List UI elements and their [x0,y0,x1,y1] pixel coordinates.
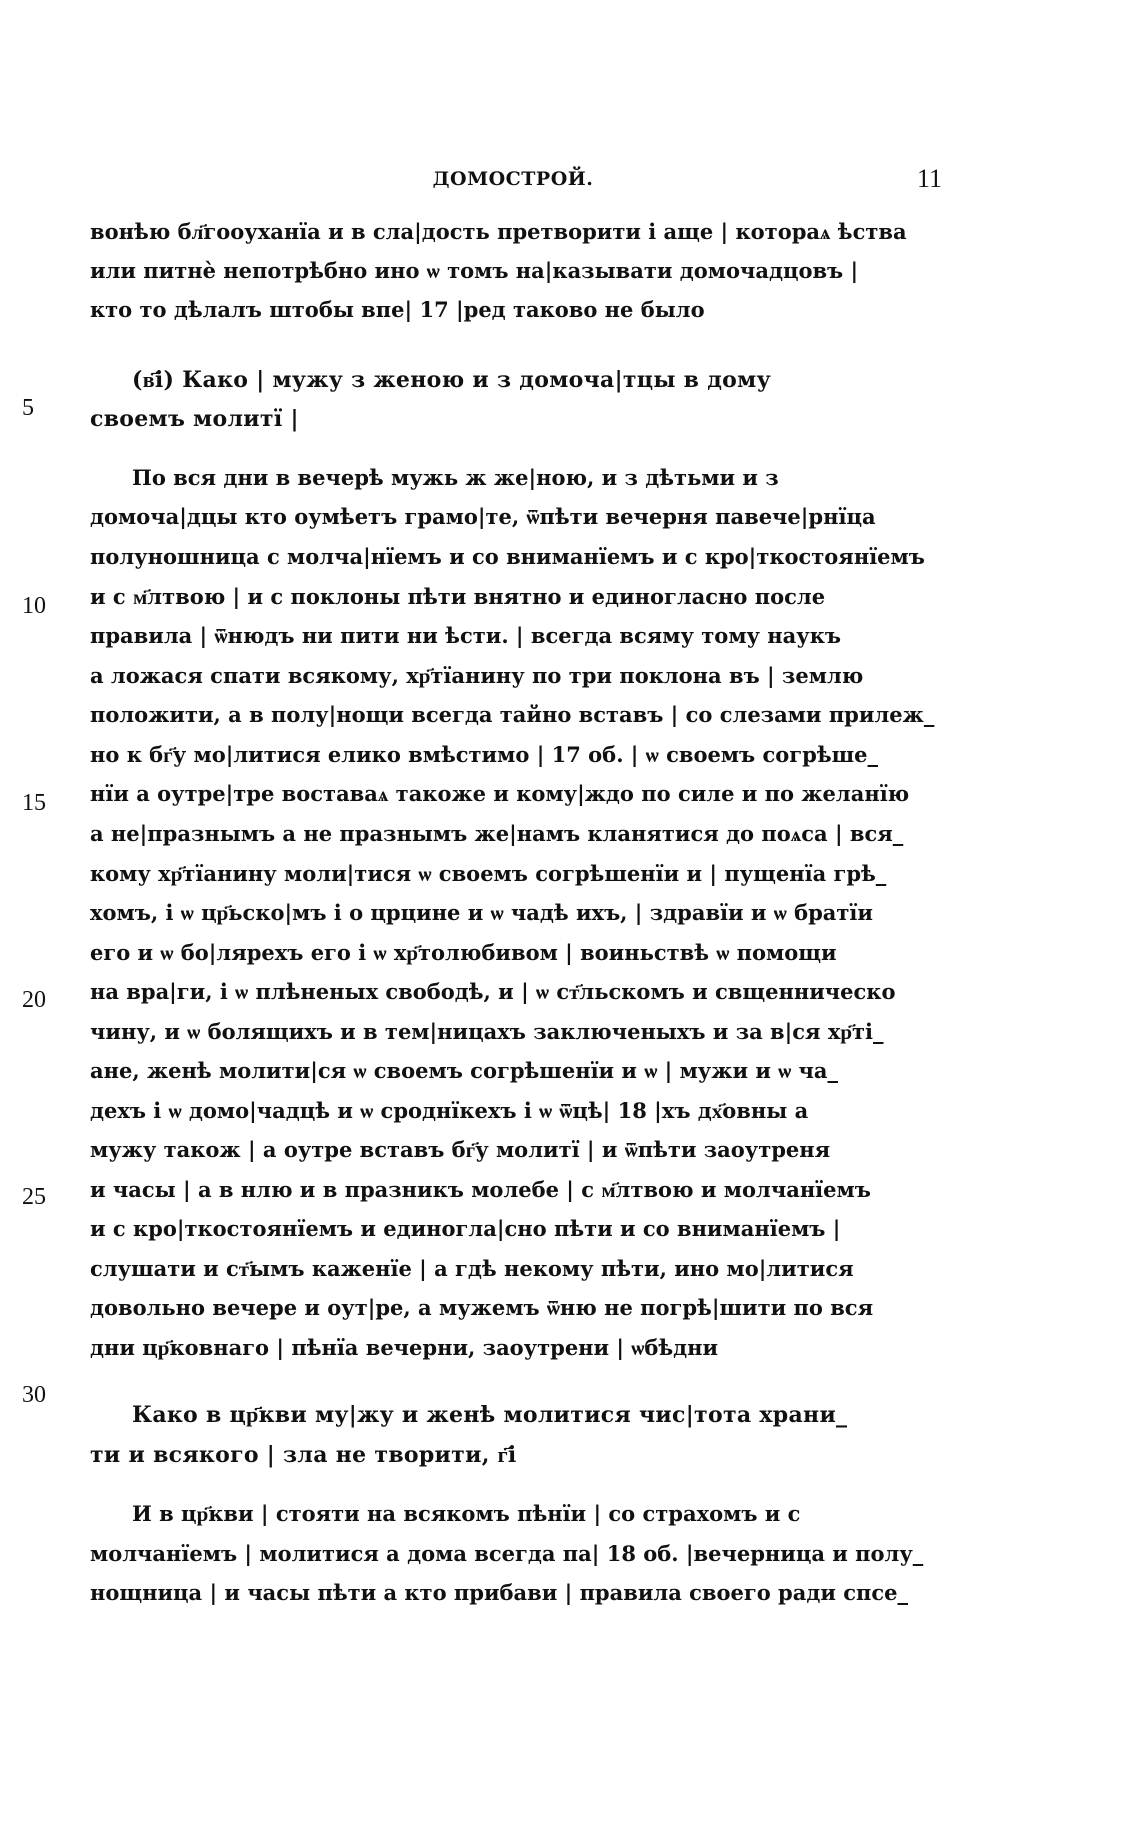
text-line: мужу також | а оутре вставъ бг҃у молитї | и ѿпѣти заоутреня [90,1137,831,1162]
line-number: 15 [22,790,46,816]
text-line: но к бг҃у мо|литися елико вмѣстимо | 17 об. | ѡ своемъ согрѣше_ [90,742,879,767]
text-line: нощница | и часы пѣти а кто прибави | правила своего ради спсе_ [90,1580,909,1605]
text-line: нїи а оутре|тре воставаѧ такоже и кому|ждо по силе и по желанїю [90,781,910,806]
text-line: дни цр҃ковнаго | пѣнїа вечерни, заоутрени | ѡбѣдни [90,1335,719,1360]
text-line: вонѣю бл҃гооуханїа и в сла|дость претворити і аще | котораѧ ѣства [90,219,907,244]
section-heading: (в҃і) Како | мужу з женою и з домоча|тцы в дому [132,367,771,393]
section-heading: своемъ молитї | [90,406,299,432]
text-line: на вра|ги, і ѡ плѣненых свободѣ, и | ѡ ст҃льскомъ и свщенническо [90,979,896,1004]
text-line: По вся дни в вечерѣ мужь ж же|ною, и з дѣтьми и з [132,465,779,490]
text-line: хомъ, і ѡ цр҃ьско|мъ і о црцине и ѡ чадѣ ихъ, | здравїи и ѡ братїи [90,900,873,925]
line-number: 30 [22,1382,46,1408]
text-line: его и ѡ бо|лярехъ его і ѡ хр҃толюбивом | воиньствѣ ѡ помощи [90,940,837,965]
text-line: молчанїемъ | молитися а дома всегда па| 18 об. |вечерница и полу_ [90,1541,924,1566]
text-line: кому хр҃тїанину моли|тися ѡ своемъ согрѣшенїи и | пущенїа грѣ_ [90,861,887,886]
line-number: 25 [22,1184,46,1210]
text-line: ане, женѣ молити|ся ѡ своемъ согрѣшенїи и ѡ | мужи и ѡ ча_ [90,1058,839,1083]
text-line: полуношница с молча|нїемъ и со вниманїемъ и с кро|ткостоянїемъ [90,544,925,569]
text-line: и часы | а в нлю и в празникъ молебе | с м҃лтвою и молчанїемъ [90,1177,871,1202]
page-number: 11 [916,164,942,193]
text-line: и с м҃лтвою | и с поклоны пѣти внятно и единогласно после [90,584,826,609]
section-heading: Како в цр҃кви му|жу и женѣ молитися чис|тота храни_ [132,1402,848,1428]
text-line: довольно вечере и оут|ре, а мужемъ ѿню не погрѣ|шити по вся [90,1295,874,1320]
running-title: ДОМОСТРОЙ. [432,168,594,190]
text-line: домоча|дцы кто оумѣетъ грамо|те, ѿпѣти вечерня павече|рнїца [90,504,876,529]
text-line: положити, а в полу|нощи всегда тайно вставъ | со слезами прилеж_ [90,702,935,727]
section-heading: ти и всякого | зла не творити, г҃і [90,1442,517,1468]
line-number: 5 [22,395,34,421]
text-line: а не|празнымъ а не празнымъ же|намъ кланятися до поѧса | вся_ [90,821,904,846]
text-line: кто то дѣлалъ штобы впе| 17 |ред таково не было [90,297,705,322]
text-line: дехъ і ѡ домо|чадцѣ и ѡ сроднїкехъ і ѡ ѿцѣ| 18 |хъ дх҃овны а [90,1098,809,1123]
text-line: слушати и ст҃ымъ каженїе | а гдѣ некому пѣти, ино мо|литися [90,1256,854,1281]
page-header [88,164,942,200]
text-line: чину, и ѡ болящихъ и в тем|ницахъ заключеныхъ и за в|ся хр҃ті_ [90,1019,884,1044]
line-number: 20 [22,987,46,1013]
text-line: или питнѐ непотрѣбно ино ѡ томъ на|казывати домочадцовъ | [90,258,859,283]
text-line: и с кро|ткостоянїемъ и единогла|сно пѣти и со вниманїемъ | [90,1216,841,1241]
line-number: 10 [22,593,46,619]
text-line: И в цр҃кви | стояти на всякомъ пѣнїи | со страхомъ и с [132,1501,801,1526]
text-line: правила | ѿнюдъ ни пити ни ѣсти. | всегда всяму тому наукъ [90,623,842,648]
text-line: а ложася спати всякому, хр҃тїанину по три поклона въ | землю [90,663,864,688]
